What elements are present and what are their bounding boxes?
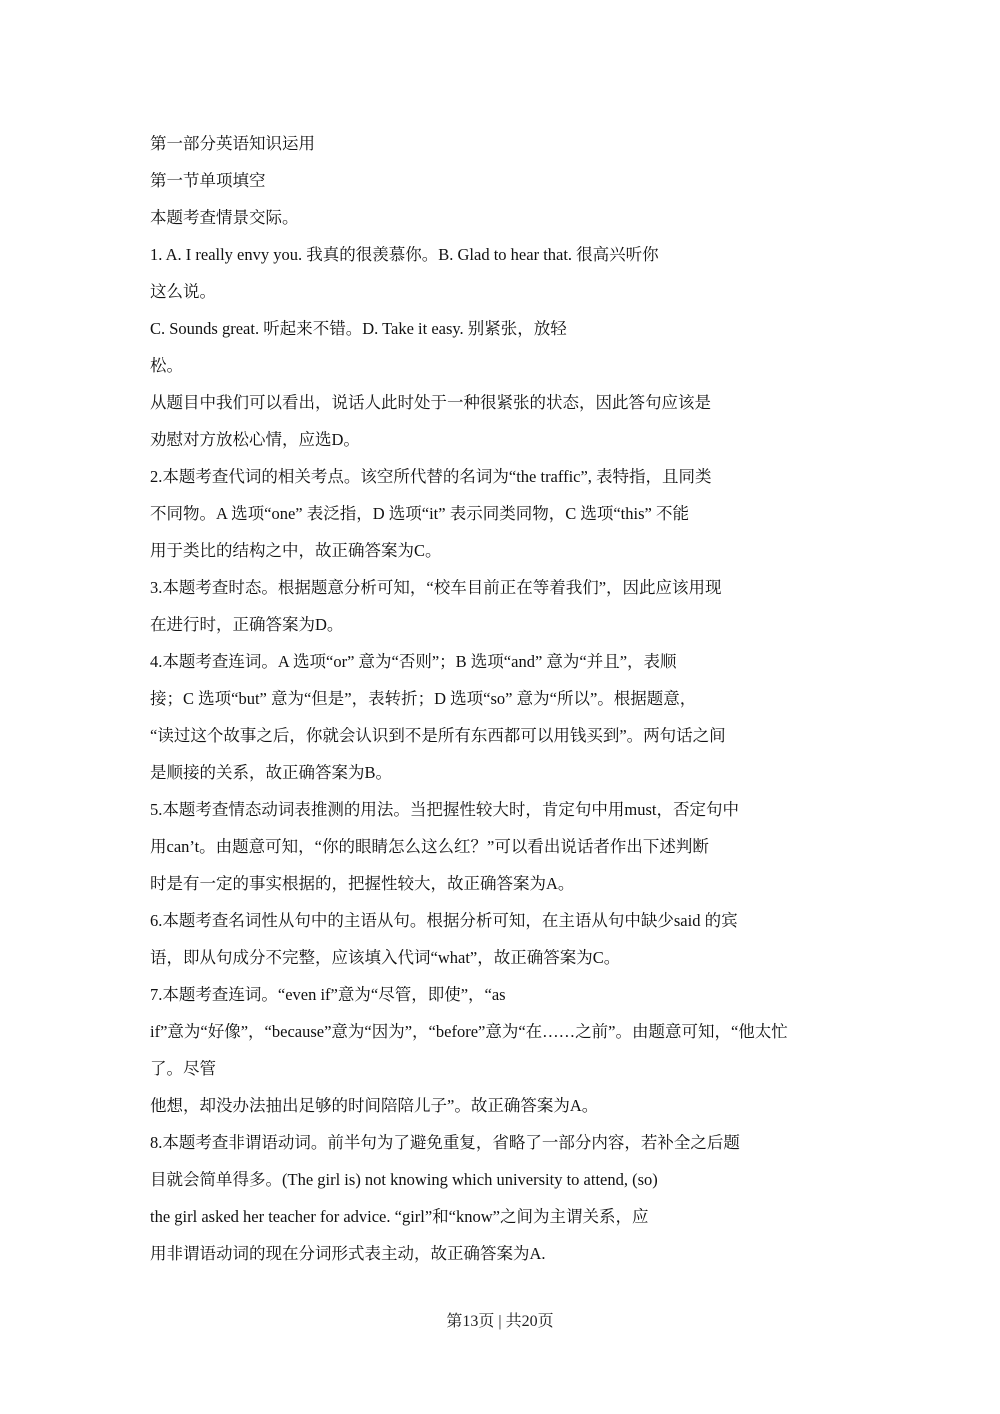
text-line: C. Sounds great. 听起来不错。D. Take it easy. 别紧张，放轻: [150, 319, 567, 338]
text-line: 4.本题考查连词。A 选项“or” 意为“否则”；B 选项“and” 意为“并且”，表顺: [150, 652, 677, 671]
text-line: 用非谓语动词的现在分词形式表主动，故正确答案为A.: [150, 1244, 546, 1263]
text-line: 这么说。: [150, 282, 216, 301]
text-line: 了。尽管: [150, 1059, 216, 1078]
text-line: “读过这个故事之后，你就会认识到不是所有东西都可以用钱买到”。两句话之间: [150, 726, 726, 745]
text-line: 松。: [150, 356, 183, 375]
text-line: 语，即从句成分不完整，应该填入代词“what”，故正确答案为C。: [150, 948, 621, 967]
text-line: 用于类比的结构之中，故正确答案为C。: [150, 541, 442, 560]
text-line: 6.本题考查名词性从句中的主语从句。根据分析可知，在主语从句中缺少said 的宾: [150, 911, 738, 930]
text-line: 用can’t。由题意可知，“你的眼睛怎么这么红？”可以看出说话者作出下述判断: [150, 837, 709, 856]
text-line: 从题目中我们可以看出，说话人此时处于一种很紧张的状态，因此答句应该是: [150, 393, 711, 412]
subsection-heading: 第一节单项填空: [150, 171, 266, 190]
page-footer: 第13页 | 共20页: [446, 1313, 554, 1330]
text-line: 接；C 选项“but” 意为“但是”，表转折；D 选项“so” 意为“所以”。根据题意，: [150, 689, 697, 708]
text-line: 8.本题考查非谓语动词。前半句为了避免重复，省略了一部分内容，若补全之后题: [150, 1133, 740, 1152]
section-heading: 第一部分英语知识运用: [150, 134, 315, 153]
text-line: 在进行时，正确答案为D。: [150, 615, 344, 634]
text-line: 3.本题考查时态。根据题意分析可知，“校车目前正在等着我们”，因此应该用现: [150, 578, 722, 597]
text-line: the girl asked her teacher for advice. “girl”和“know”之间为主谓关系，应: [150, 1207, 649, 1226]
text-line: 是顺接的关系，故正确答案为B。: [150, 763, 393, 782]
text-line: 劝慰对方放松心情，应选D。: [150, 430, 360, 449]
text-line: 5.本题考查情态动词表推测的用法。当把握性较大时，肯定句中用must，否定句中: [150, 800, 739, 819]
text-line: 不同物。A 选项“one” 表泛指，D 选项“it” 表示同类同物，C 选项“this” 不能: [150, 504, 689, 523]
text-line: 目就会简单得多。(The girl is) not knowing which university to attend, (so): [150, 1170, 658, 1189]
text-line: 时是有一定的事实根据的，把握性较大，故正确答案为A。: [150, 874, 575, 893]
page-content: [150, 128, 850, 1275]
text-line: 他想，却没办法抽出足够的时间陪陪儿子”。故正确答案为A。: [150, 1096, 599, 1115]
text-line: 1. A. I really envy you. 我真的很羡慕你。B. Glad to hear that. 很高兴听你: [150, 245, 659, 264]
text-line: 2.本题考查代词的相关考点。该空所代替的名词为“the traffic”, 表特指，且同类: [150, 467, 712, 486]
text-line: if”意为“好像”，“because”意为“因为”，“before”意为“在……之前”。由题意可知，“他太忙: [150, 1022, 788, 1041]
text-line: 7.本题考查连词。“even if”意为“尽管，即使”，“as: [150, 985, 506, 1004]
text-line: 本题考查情景交际。: [150, 208, 299, 227]
